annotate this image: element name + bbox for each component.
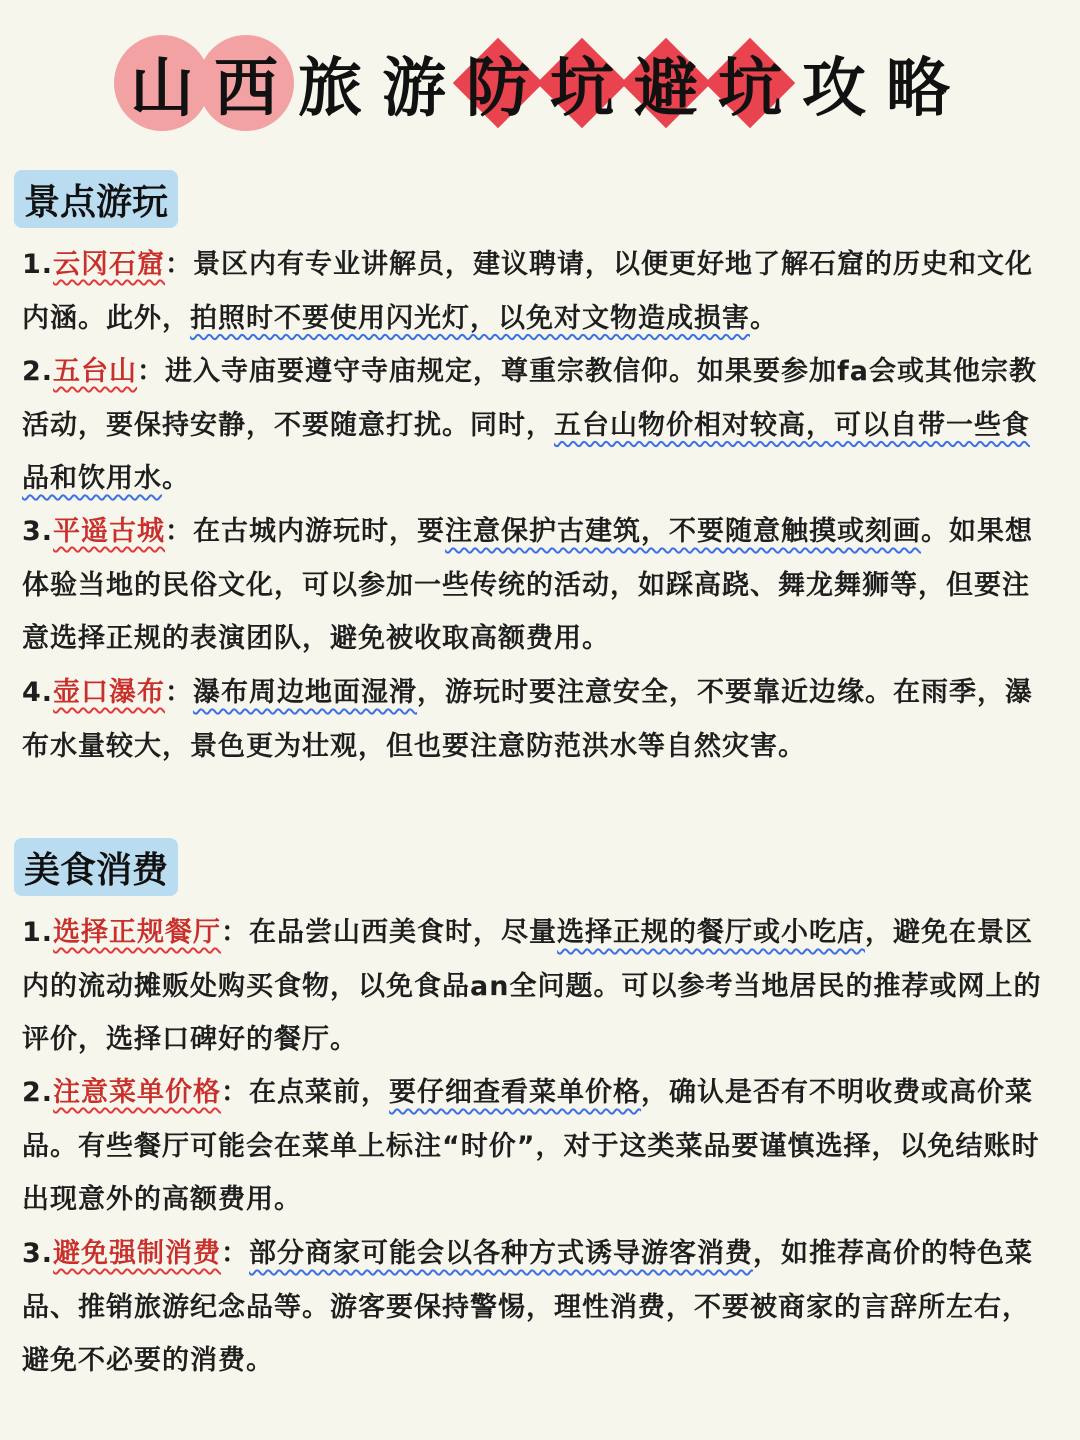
highlight-text: 部分商家可能会以各种方式诱导游客消费 [249,1238,754,1269]
title-char: 略 [886,52,950,126]
page-title [0,28,1080,138]
title-char: 山 [120,33,204,133]
tip-paragraph: 2.注意菜单价格：在点菜前，要仔细查看菜单价格，确认是否有不明收费或高价菜品。有些餐厅可能会在菜单上标注“时价”，对于这类菜品要谨慎选择，以免结账时出现意外的高额费用。 [22,1077,1040,1215]
title-char: 防 [456,33,540,133]
tip-paragraph: 1.云冈石窟：景区内有专业讲解员，建议聘请，以便更好地了解石窟的历史和文化内涵。此外，拍照时不要使用闪光灯，以免对文物造成损害。 [22,249,1034,334]
tip-heading: 选择正规餐厅 [53,917,222,948]
highlight-text: 五台山物价相对较高，可以自带一些食品和饮用水 [22,409,1030,494]
highlight-text: 拍照时不要使用闪光灯，以免对文物造成损害 [190,302,750,334]
title-char: 西 [204,33,288,133]
highlight-text: 选择正规的餐厅或小吃店 [557,917,866,948]
title-char: 坑 [708,33,792,133]
tip-heading: 平遥古城 [53,516,166,547]
title-char: 旅 [298,52,362,126]
tip-paragraph: 4.壶口瀑布：瀑布周边地面湿滑，游玩时要注意安全，不要靠近边缘。在雨季，瀑布水量较大，景色更为壮观，但也要注意防范洪水等自然灾害。 [22,677,1034,762]
highlight-text: 瀑布周边地面湿滑 [193,677,418,708]
highlight-text: 注意保护古建筑，不要随意触摸或刻画 [445,516,922,547]
tip-heading: 五台山 [53,356,138,387]
tip-paragraph: 2.五台山：进入寺庙要遵守寺庙规定，尊重宗教信仰。如果要参加fa会或其他宗教活动，要保持安静，不要随意打扰。同时，五台山物价相对较高，可以自带一些食品和饮用水。 [22,356,1038,494]
tip-heading: 壶口瀑布 [53,677,166,708]
tip-heading: 注意菜单价格 [53,1077,222,1108]
tip-paragraph: 3.平遥古城：在古城内游玩时，要注意保护古建筑，不要随意触摸或刻画。如果想体验当地的民俗文化，可以参加一些传统的活动，如踩高跷、舞龙舞狮等，但要注意选择正规的表演团队，避免被收取高额费用。 [22,516,1034,654]
tip-heading: 避免强制消费 [53,1238,222,1269]
title-char: 避 [624,33,708,133]
title-char: 攻 [802,52,866,126]
tip-paragraph: 1.选择正规餐厅：在品尝山西美食时，尽量选择正规的餐厅或小吃店，避免在景区内的流动摊贩处购买食物，以免食品an全问题。可以参考当地居民的推荐或网上的评价，选择口碑好的餐厅。 [22,917,1042,1055]
section-label-sightseeing: 景点游玩 [14,170,178,228]
tip-heading: 云冈石窟 [53,249,166,280]
highlight-text: 要仔细查看菜单价格 [389,1077,642,1108]
section-label-food: 美食消费 [14,838,178,896]
title-char: 游 [382,52,446,126]
title-char: 坑 [540,33,624,133]
tip-paragraph: 3.避免强制消费：部分商家可能会以各种方式诱导游客消费，如推荐高价的特色菜品、推销旅游纪念品等。游客要保持警惕，理性消费，不要被商家的言辞所左右，避免不必要的消费。 [22,1238,1034,1376]
